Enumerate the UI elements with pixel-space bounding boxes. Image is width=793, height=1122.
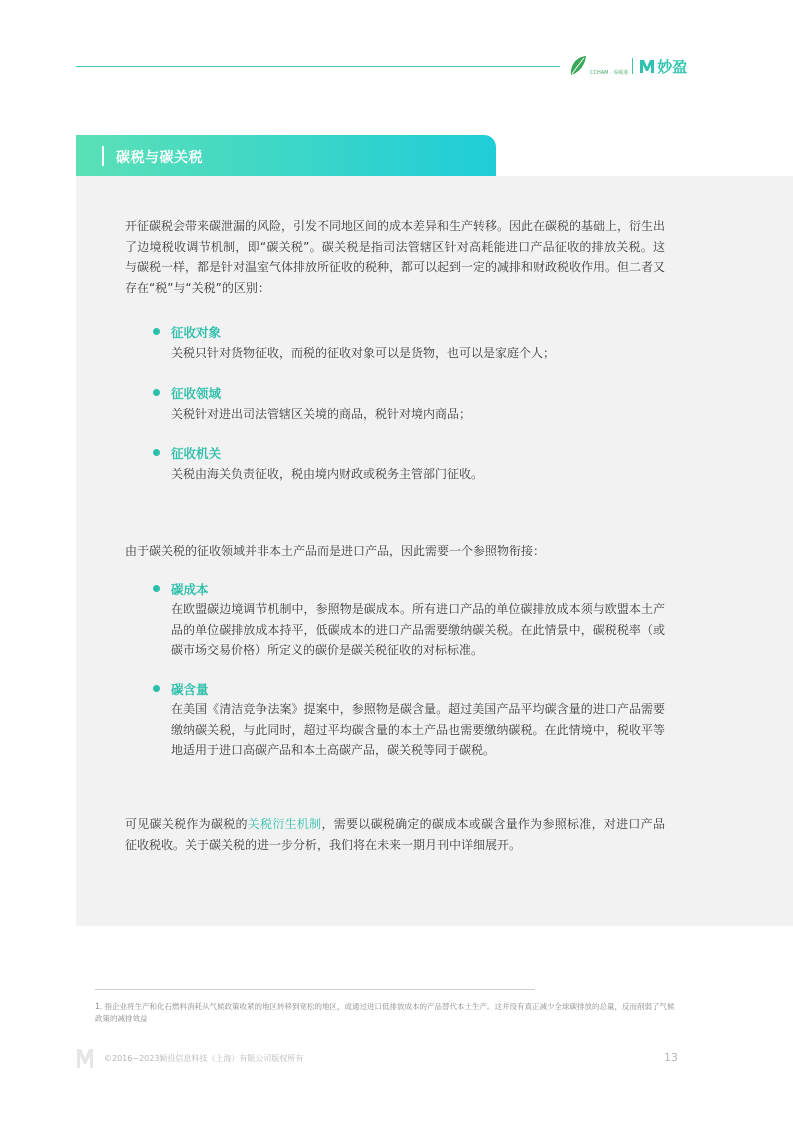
bullet-icon: [153, 585, 160, 592]
difference-heading: 征收机关: [171, 446, 222, 461]
conclusion-text: ，需要以碳税确定的碳成本或碳含量作为参照标准，对进口产品征收税收。关于碳关税的进一步分析，我们将在未来一期月刊中详细展开。: [125, 817, 665, 852]
reference-body: 在美国《清洁竞争法案》提案中，参照物是碳含量。超过美国产品平均碳含量的进口产品需要缴纳碳关税，与此同时，超过平均碳含量的本土产品也需要缴纳碳税。在此情境中，税收平等地适用于进口高碳产品和本土高碳产品，碳关税等同于碳税。: [171, 702, 665, 757]
header-logo: [568, 52, 687, 80]
section-header-bar: [102, 146, 104, 166]
footer-logo-icon: [76, 1047, 94, 1069]
footnote: 1. 指企业将生产和化石燃料消耗从气候政策收紧的地区转移到宽松的地区，或通过进口低排放成本的产品替代本土生产。这并没有真正减少全球碳排放的总量，反而削弱了气候政策的减排效益: [95, 1002, 675, 1023]
reference-intro: 由于碳关税的征收领域并非本土产品而是进口产品，因此需要一个参照物衔接：: [125, 544, 546, 558]
bullet-icon: [153, 449, 160, 456]
difference-body: 关税针对进出司法管辖区关境的商品，税针对境内商品；: [171, 407, 472, 421]
bullet-icon: [153, 685, 160, 692]
page-number: 13: [664, 1051, 678, 1064]
difference-body: 关税由海关负责征收，税由境内财政或税务主管部门征收。: [171, 467, 484, 481]
bullet-icon: [153, 328, 160, 335]
conclusion-highlight: 关税衍生机制: [247, 817, 322, 831]
difference-heading: 征收对象: [171, 325, 222, 340]
partner-logo-text: CCHAM · 零碳港: [590, 69, 629, 76]
footnote-rule: [95, 989, 535, 990]
logo-separator: [632, 58, 633, 74]
difference-heading: 征收领域: [171, 386, 222, 401]
brand-name: 妙盈: [657, 57, 688, 76]
reference-heading: 碳含量: [171, 682, 209, 697]
copyright: ©2016~2023颖投信息科技（上海）有限公司版权所有: [104, 1054, 304, 1063]
intro-paragraph: 开征碳税会带来碳泄漏的风险，引发不同地区间的成本差异和生产转移。因此在碳税的基础上，衍生出了边境税收调节机制，即“碳关税”。碳关税是指司法管辖区针对高耗能进口产品征收的排放关税。这与碳税一样，都是针对温室气体排放所征收的税种，都可以起到一定的减排和财政税收作用。但二者又存在“税”与“关税”的区别：: [125, 219, 666, 295]
reference-heading: 碳成本: [171, 582, 209, 597]
bullet-icon: [153, 389, 160, 396]
section-header: [76, 135, 496, 176]
m-logo-icon: [639, 58, 655, 74]
section-title: 碳税与碳关税: [116, 150, 203, 166]
header-rule: [76, 66, 560, 67]
conclusion-text: 可见碳关税作为碳税的: [125, 817, 248, 831]
leaf-logo-icon: [568, 55, 588, 77]
conclusion-paragraph: [125, 814, 665, 855]
difference-body: 关税只针对货物征收，而税的征收对象可以是货物，也可以是家庭个人；: [171, 346, 556, 360]
reference-body: 在欧盟碳边境调节机制中，参照物是碳成本。所有进口产品的单位碳排放成本须与欧盟本土产品的单位碳排放成本持平，低碳成本的进口产品需要缴纳碳关税。在此情景中，碳税税率（或碳市场交易价格）所定义的碳价是碳关税征收的对标标准。: [171, 602, 665, 657]
